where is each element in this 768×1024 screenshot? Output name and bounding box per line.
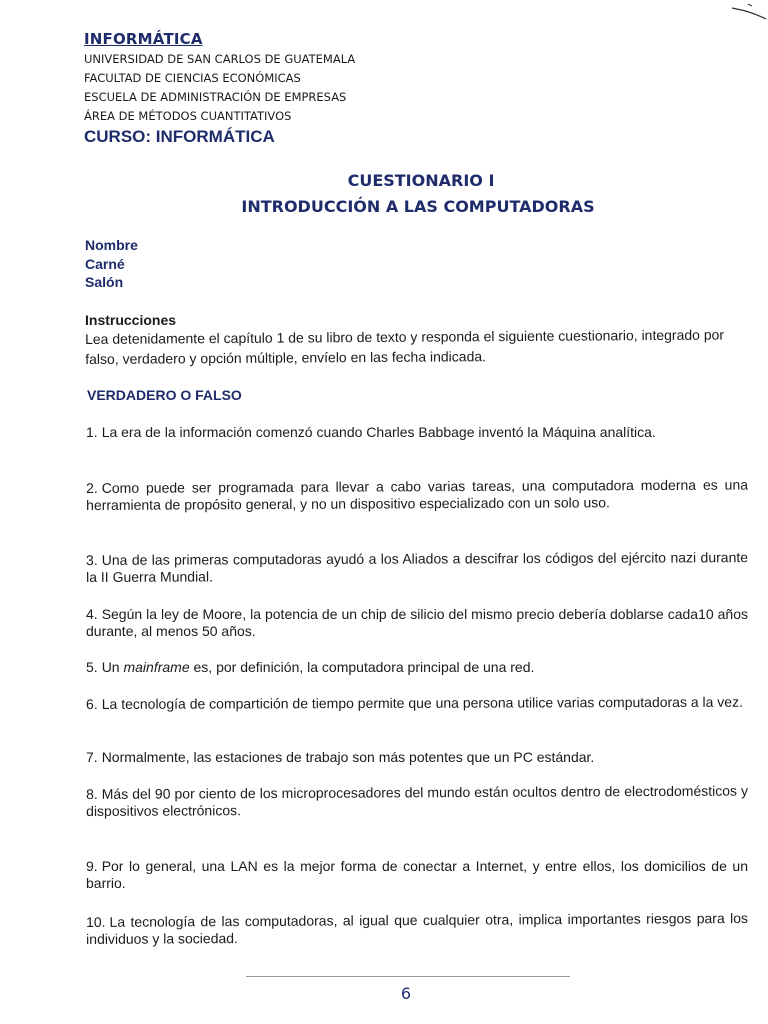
question-text: Según la ley de Moore, la potencia de un chip de silicio del mismo precio debería doblarse cada10 años durante, al menos 50 años. xyxy=(86,606,748,639)
instructions-block xyxy=(85,311,750,369)
question-number: 10. xyxy=(86,913,106,930)
page-number: 6 xyxy=(400,984,412,1003)
document-titles xyxy=(0,168,768,220)
question-number: 9. xyxy=(86,858,98,874)
question-text: Normalmente, las estaciones de trabajo son más potentes que un PC estándar. xyxy=(101,749,595,765)
question-text: Más del 90 por ciento de los microprocesadores del mundo están ocultos dentro de electrodomésticos y dispositivos electrónicos. xyxy=(86,782,749,819)
field-carne-label: Carné xyxy=(85,255,125,272)
question-item xyxy=(86,783,748,820)
question-text: La tecnología de las computadoras, al igual que cualquier otra, implica importantes riesgos para los individuos y la sociedad. xyxy=(86,909,749,947)
question-item xyxy=(86,659,748,676)
question-item xyxy=(86,858,748,892)
question-text-post: es, por definición, la computadora principal de una red. xyxy=(189,659,535,675)
question-text: Por lo general, una LAN es la mejor forma de conectar a Internet, y entre ellos, los domicilios de un barrio. xyxy=(86,858,748,891)
question-text-emphasis: mainframe xyxy=(123,659,190,675)
question-item xyxy=(86,749,748,766)
header-faculty: FACULTAD DE CIENCIAS ECONÓMICAS xyxy=(84,71,301,85)
topic-title: INTRODUCCIÓN A LAS COMPUTADORAS xyxy=(241,197,595,216)
question-number: 4. xyxy=(86,606,98,622)
question-number: 2. xyxy=(86,479,98,496)
footer-divider xyxy=(246,976,570,977)
corner-pen-mark xyxy=(728,2,768,22)
document-header xyxy=(84,30,704,148)
question-text: Como puede ser programada para llevar a cabo varias tareas, una computadora moderna es una herramienta de propósito general, y no un dispositivo especializado con un solo uso. xyxy=(86,476,749,513)
student-fields xyxy=(85,236,138,292)
question-number: 1. xyxy=(86,424,98,440)
question-number: 8. xyxy=(86,785,98,802)
header-title: INFORMÁTICA xyxy=(84,30,203,48)
question-item xyxy=(86,477,748,514)
question-item xyxy=(86,694,748,713)
instructions-heading: Instrucciones xyxy=(85,312,177,328)
question-item xyxy=(86,424,748,441)
header-area: ÁREA DE MÉTODOS CUANTITATIVOS xyxy=(84,109,292,123)
header-school: ESCUELA DE ADMINISTRACIÓN DE EMPRESAS xyxy=(84,90,347,104)
question-number: 3. xyxy=(86,551,98,568)
question-text: La tecnología de compartición de tiempo permite que una persona utilice varias computadoras a la vez. xyxy=(101,693,744,712)
header-university: UNIVERSIDAD DE SAN CARLOS DE GUATEMALA xyxy=(84,52,356,66)
question-number: 5. xyxy=(86,659,98,675)
question-text-pre: Un xyxy=(101,659,124,675)
question-item xyxy=(86,910,748,948)
question-text: Una de las primeras computadoras ayudó a los Aliados a descifrar los códigos del ejército nazi durante la II Guerra Mundial. xyxy=(86,549,749,585)
instructions-text: Lea detenidamente el capítulo 1 de su libro de texto y responda el siguiente cuestionario, integrado por falso, verdadero y opción múltiple, envíelo en las fecha indicada. xyxy=(85,326,725,367)
field-salon-label: Salón xyxy=(85,274,124,290)
question-item xyxy=(86,606,748,640)
question-text: La era de la información comenzó cuando Charles Babbage inventó la Máquina analítica. xyxy=(101,424,656,440)
question-item xyxy=(86,549,748,586)
field-name-label: Nombre xyxy=(85,237,138,253)
question-number: 7. xyxy=(86,749,98,765)
section-heading: VERDADERO O FALSO xyxy=(87,387,242,403)
questionnaire-title: CUESTIONARIO I xyxy=(347,171,495,190)
question-number: 6. xyxy=(86,695,98,712)
header-course: CURSO: INFORMÁTICA xyxy=(84,127,275,146)
